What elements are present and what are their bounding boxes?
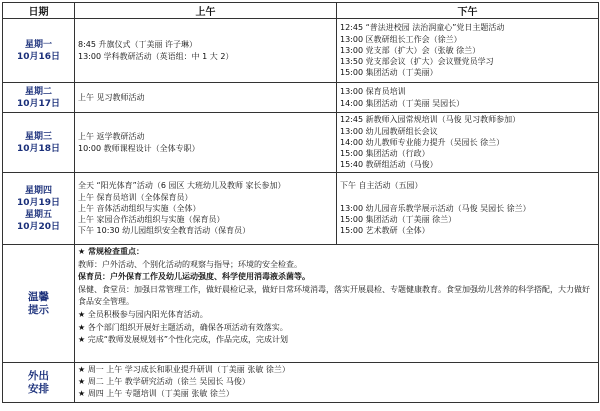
schedule-row <box>3 83 599 113</box>
morning-cell: 上午 见习教师活动 <box>75 83 337 113</box>
afternoon-cell: 12:45 新教师入园常规培训（马俊 见习教师参加） 13:00 幼儿园教研组长会议 14:00 幼儿教师专业能力提升（吴园长 徐兰） 15:00 集团活动（行政） 15:40 教研组活动（马俊） <box>337 113 599 173</box>
afternoon-cell: 12:45 “普法进校园 法治润童心”党日主题活动 13:00 区教研组长工作会（徐兰） 13:00 党支部（扩大）会（张敏 徐兰） 13:50 党支部会议（扩大）会议暨党员学习 15:00 集团活动（丁美丽） <box>337 19 599 83</box>
schedule-row <box>3 173 599 245</box>
row-date: 星期二 10月17日 <box>3 83 75 113</box>
afternoon-cell: 13:00 保育员培训 14:00 集团活动（丁美丽 吴园长） <box>337 83 599 113</box>
row-date: 星期三 10月18日 <box>3 113 75 173</box>
row-date: 星期四 10月19日 星期五 10月20日 <box>3 173 75 245</box>
afternoon-header: 下午 <box>337 3 599 19</box>
notes-label: 温馨 提示 <box>3 245 75 363</box>
notes-row <box>3 245 599 363</box>
afternoon-cell: 下午 自主活动（五园） 13:00 幼儿园音乐教学展示活动（马俊 吴园长 徐兰） 15:00 集团活动（丁美丽 徐兰） 15:00 艺术教研（全体） <box>337 173 599 245</box>
morning-cell: 上午 返学教研活动 10:00 教师课程设计（全体专职） <box>75 113 337 173</box>
outing-label: 外出 安排 <box>3 363 75 403</box>
schedule-row <box>3 113 599 173</box>
date-header: 日期 <box>3 3 75 19</box>
morning-header: 上午 <box>75 3 337 19</box>
weekly-schedule-table <box>2 2 599 403</box>
morning-cell: 全天 “阳光体育”活动（6 园区 大班幼儿及教师 家长参加） 上午 保育员培训（全体保育员） 上午 音体活动组织与实施（全体） 上午 家园合作活动组织与实施（保育员） 下午 10:30 幼儿园组织安全教育活动（保育员） <box>75 173 337 245</box>
header-row <box>3 3 599 19</box>
outing-content: ★ 周一 上午 学习成长和职业提升研训（丁美丽 张敏 徐兰） ★ 周二 上午 教学研究活动（徐兰 吴园长 马俊） ★ 周四 上午 专题培训（丁美丽 张敏 徐兰） <box>75 363 599 403</box>
row-date: 星期一 10月16日 <box>3 19 75 83</box>
notes-content: ★ 常规检查重点： 教师：户外活动、个别化活动的观察与指导；环境的安全检查。 保育员：户外保育工作及幼儿运动强度、科学使用消毒液杀菌等。 保健、食堂员：加强日常管理工作，做好晨检记录，做好日常环境消毒，落实开展晨检、专题健康教育。食堂加强幼儿营养的科学搭配，大力做好食品安全管理。 ★ 全员积极参与园内阳光体育活动。 ★ 各个部门组织开展好主题活动，确保各项活动有效落实。 ★ 完成“教师发展规划书”个性化完成，作品完成，完成计划 <box>75 245 599 363</box>
morning-cell: 8:45 升旗仪式（丁美丽 许子琳） 13:00 学科教研活动（英语组：中 1 大 2） <box>75 19 337 83</box>
outing-row <box>3 363 599 403</box>
schedule-row <box>3 19 599 83</box>
